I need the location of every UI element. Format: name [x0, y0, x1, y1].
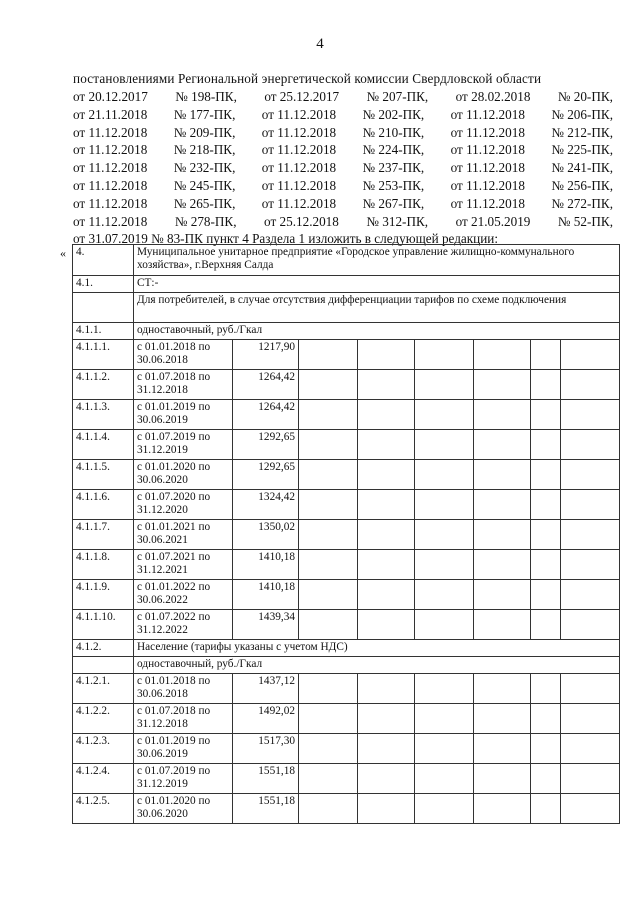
- tariff-value: 1410,18: [233, 550, 299, 580]
- tariff-value: 1264,42: [233, 370, 299, 400]
- tariff-row: [73, 400, 620, 430]
- resolution-date: от 21.11.2018: [73, 106, 148, 122]
- empty-cell: [358, 794, 415, 824]
- empty-cell: [415, 704, 474, 734]
- resolution-date: от 11.12.2018: [73, 213, 148, 229]
- empty-cell: [415, 400, 474, 430]
- empty-cell: [299, 400, 358, 430]
- row-number: 4.1.1.6.: [73, 490, 134, 520]
- empty-cell: [531, 340, 561, 370]
- period-cell: с 01.01.2018 по 30.06.2018: [134, 674, 233, 704]
- empty-cell: [299, 610, 358, 640]
- empty-cell: [531, 400, 561, 430]
- empty-cell: [73, 657, 134, 674]
- table-row: [73, 657, 620, 674]
- row-number: 4.1.1.4.: [73, 430, 134, 460]
- empty-cell: [299, 460, 358, 490]
- empty-cell: [474, 400, 531, 430]
- resolution-number: № 312-ПК,: [366, 213, 429, 229]
- empty-cell: [415, 610, 474, 640]
- period-cell: с 01.07.2018 по 31.12.2018: [134, 704, 233, 734]
- resolution-number: № 237-ПК,: [362, 160, 425, 176]
- resolution-date: от 11.12.2018: [450, 142, 525, 158]
- empty-cell: [561, 580, 620, 610]
- intro-date-line: [73, 124, 613, 142]
- empty-cell: [358, 340, 415, 370]
- resolution-date: от 11.12.2018: [261, 195, 337, 211]
- org-name: Муниципальное унитарное предприятие «Городское управление жилищно-коммунального хозяйства», г.Верхняя Салда: [134, 245, 620, 276]
- period-cell: с 01.01.2019 по 30.06.2019: [134, 734, 233, 764]
- resolution-number: № 210-ПК,: [362, 124, 425, 140]
- empty-cell: [358, 430, 415, 460]
- intro-first-line: постановлениями Региональной энергетической комиссии Свердловской области: [73, 71, 542, 86]
- empty-cell: [531, 734, 561, 764]
- resolution-date: от 20.12.2017: [73, 89, 148, 104]
- period-cell: с 01.01.2020 по 30.06.2020: [134, 460, 233, 490]
- empty-cell: [531, 430, 561, 460]
- empty-cell: [474, 764, 531, 794]
- tariff-value: 1437,12: [233, 674, 299, 704]
- empty-cell: [415, 794, 474, 824]
- row-number: 4.1.1.5.: [73, 460, 134, 490]
- period-cell: с 01.07.2019 по 31.12.2019: [134, 430, 233, 460]
- tariff-value: 1551,18: [233, 764, 299, 794]
- empty-cell: [531, 704, 561, 734]
- intro-last-line: от 31.07.2019 № 83-ПК пункт 4 Раздела 1 изложить в следующей редакции:: [73, 231, 499, 246]
- population-label: Население (тарифы указаны с учетом НДС): [134, 640, 620, 657]
- empty-cell: [474, 520, 531, 550]
- row-number: 4.1.2.2.: [73, 704, 134, 734]
- empty-cell: [531, 610, 561, 640]
- resolution-number: № 198-ПК,: [175, 89, 237, 104]
- resolution-number: № 207-ПК,: [366, 89, 429, 104]
- empty-cell: [415, 490, 474, 520]
- tariff-value: 1292,65: [233, 460, 299, 490]
- period-cell: с 01.01.2021 по 30.06.2021: [134, 520, 233, 550]
- empty-cell: [474, 340, 531, 370]
- empty-cell: [474, 734, 531, 764]
- resolution-date: от 11.12.2018: [261, 160, 337, 176]
- empty-cell: [299, 490, 358, 520]
- empty-cell: [531, 460, 561, 490]
- intro-date-line: [73, 159, 613, 177]
- empty-cell: [561, 490, 620, 520]
- intro-date-line: [73, 195, 613, 213]
- empty-cell: [358, 734, 415, 764]
- resolution-number: № 225-ПК,: [551, 142, 613, 158]
- resolution-number: № 256-ПК,: [551, 178, 613, 193]
- table-row: [73, 640, 620, 657]
- tariff-value: 1551,18: [233, 794, 299, 824]
- empty-cell: [561, 674, 620, 704]
- empty-cell: [474, 550, 531, 580]
- empty-cell: [561, 550, 620, 580]
- empty-cell: [299, 704, 358, 734]
- tariff-row: [73, 340, 620, 370]
- resolution-date: от 11.12.2018: [73, 178, 148, 193]
- row-number: 4.1.1.3.: [73, 400, 134, 430]
- empty-cell: [474, 704, 531, 734]
- section-label: СТ:-: [134, 276, 620, 293]
- empty-cell: [299, 674, 358, 704]
- period-cell: с 01.01.2019 по 30.06.2019: [134, 400, 233, 430]
- resolution-number: № 209-ПК,: [173, 124, 236, 140]
- tariff-row: [73, 520, 620, 550]
- table-row: [73, 245, 620, 276]
- intro-date-line: [73, 213, 613, 231]
- resolution-date: от 11.12.2018: [450, 195, 525, 211]
- resolution-number: № 20-ПК,: [557, 89, 613, 104]
- resolution-date: от 25.12.2017: [264, 89, 340, 104]
- page-number: 4: [316, 36, 324, 52]
- resolution-number: № 206-ПК,: [551, 106, 613, 122]
- tariff-value: 1350,02: [233, 520, 299, 550]
- period-cell: с 01.01.2022 по 30.06.2022: [134, 580, 233, 610]
- intro-date-line: [73, 88, 613, 106]
- empty-cell: [531, 550, 561, 580]
- empty-cell: [415, 764, 474, 794]
- table-row: [73, 323, 620, 340]
- resolution-date: от 11.12.2018: [261, 124, 337, 140]
- empty-cell: [531, 370, 561, 400]
- row-number: 4.1.2.4.: [73, 764, 134, 794]
- resolution-number: № 224-ПК,: [362, 142, 425, 158]
- empty-cell: [415, 520, 474, 550]
- row-number: 4.1.1.1.: [73, 340, 134, 370]
- period-cell: с 01.07.2018 по 31.12.2018: [134, 370, 233, 400]
- empty-cell: [299, 734, 358, 764]
- intro-date-line: [73, 106, 613, 124]
- empty-cell: [474, 460, 531, 490]
- empty-cell: [415, 430, 474, 460]
- empty-cell: [358, 674, 415, 704]
- empty-cell: [474, 430, 531, 460]
- empty-cell: [358, 460, 415, 490]
- table-row: [73, 276, 620, 293]
- empty-cell: [299, 764, 358, 794]
- empty-cell: [299, 550, 358, 580]
- tariff-row: [73, 490, 620, 520]
- consumers-label: Для потребителей, в случае отсутствия дифференциации тарифов по схеме подключения: [134, 293, 620, 323]
- empty-cell: [474, 580, 531, 610]
- resolution-date: от 11.12.2018: [73, 195, 148, 211]
- empty-cell: [73, 293, 134, 323]
- resolution-number: № 267-ПК,: [362, 195, 425, 211]
- intro-date-line: [73, 177, 613, 195]
- empty-cell: [358, 400, 415, 430]
- resolution-number: № 212-ПК,: [551, 124, 613, 140]
- empty-cell: [561, 610, 620, 640]
- empty-cell: [415, 550, 474, 580]
- empty-cell: [299, 340, 358, 370]
- empty-cell: [358, 490, 415, 520]
- empty-cell: [561, 520, 620, 550]
- period-cell: с 01.01.2018 по 30.06.2018: [134, 340, 233, 370]
- tariff-row: [73, 674, 620, 704]
- resolution-number: № 272-ПК,: [551, 195, 613, 211]
- empty-cell: [474, 610, 531, 640]
- resolution-number: № 278-ПК,: [174, 213, 237, 229]
- empty-cell: [561, 370, 620, 400]
- empty-cell: [531, 764, 561, 794]
- empty-cell: [474, 370, 531, 400]
- empty-cell: [561, 734, 620, 764]
- resolution-date: от 11.12.2018: [73, 160, 148, 176]
- resolution-date: от 11.12.2018: [450, 160, 525, 176]
- resolution-date: от 11.12.2018: [73, 142, 148, 158]
- tariff-row: [73, 370, 620, 400]
- tariff-row: [73, 734, 620, 764]
- resolution-date: от 11.12.2018: [261, 142, 337, 158]
- table-row: [73, 293, 620, 323]
- empty-cell: [531, 490, 561, 520]
- empty-cell: [299, 520, 358, 550]
- resolution-number: № 245-ПК,: [173, 178, 236, 193]
- tariff-row: [73, 764, 620, 794]
- empty-cell: [474, 674, 531, 704]
- tariff-value: 1292,65: [233, 430, 299, 460]
- resolution-number: № 232-ПК,: [173, 160, 236, 176]
- tariff-value: 1492,02: [233, 704, 299, 734]
- tariff-value: 1264,42: [233, 400, 299, 430]
- tariff-row: [73, 430, 620, 460]
- rate1-label: одноставочный, руб./Гкал: [134, 323, 620, 340]
- row-number: 4.1.1.9.: [73, 580, 134, 610]
- tariff-value: 1324,42: [233, 490, 299, 520]
- period-cell: с 01.07.2019 по 31.12.2019: [134, 764, 233, 794]
- resolution-date: от 21.05.2019: [455, 213, 531, 229]
- empty-cell: [561, 764, 620, 794]
- empty-cell: [531, 580, 561, 610]
- empty-cell: [474, 490, 531, 520]
- resolution-number: № 52-ПК,: [557, 213, 613, 229]
- row-number: 4.1.1.10.: [73, 610, 134, 640]
- resolution-date: от 11.12.2018: [261, 106, 337, 122]
- empty-cell: [415, 674, 474, 704]
- rate2-label: одноставочный, руб./Гкал: [134, 657, 620, 674]
- empty-cell: [415, 340, 474, 370]
- tariff-value: 1410,18: [233, 580, 299, 610]
- population-number: 4.1.2.: [73, 640, 134, 657]
- empty-cell: [561, 430, 620, 460]
- empty-cell: [358, 520, 415, 550]
- resolution-date: от 11.12.2018: [73, 124, 148, 140]
- tariff-table: [72, 244, 620, 824]
- tariff-row: [73, 460, 620, 490]
- org-number: 4.: [73, 245, 134, 276]
- tariff-value: 1517,30: [233, 734, 299, 764]
- empty-cell: [561, 794, 620, 824]
- empty-cell: [561, 400, 620, 430]
- resolution-date: от 28.02.2018: [455, 89, 531, 104]
- empty-cell: [358, 610, 415, 640]
- resolution-number: № 218-ПК,: [173, 142, 236, 158]
- row-number: 4.1.2.3.: [73, 734, 134, 764]
- empty-cell: [474, 794, 531, 824]
- resolution-date: от 11.12.2018: [261, 178, 337, 193]
- rate1-number: 4.1.1.: [73, 323, 134, 340]
- empty-cell: [299, 794, 358, 824]
- tariff-value: 1439,34: [233, 610, 299, 640]
- resolution-number: № 253-ПК,: [362, 178, 425, 193]
- row-number: 4.1.1.7.: [73, 520, 134, 550]
- empty-cell: [358, 704, 415, 734]
- row-number: 4.1.2.1.: [73, 674, 134, 704]
- resolution-date: от 11.12.2018: [450, 106, 525, 122]
- period-cell: с 01.07.2020 по 31.12.2020: [134, 490, 233, 520]
- tariff-row: [73, 794, 620, 824]
- period-cell: с 01.07.2021 по 31.12.2021: [134, 550, 233, 580]
- row-number: 4.1.2.5.: [73, 794, 134, 824]
- resolution-date: от 11.12.2018: [450, 124, 525, 140]
- empty-cell: [299, 430, 358, 460]
- period-cell: с 01.01.2020 по 30.06.2020: [134, 794, 233, 824]
- empty-cell: [358, 580, 415, 610]
- resolution-number: № 265-ПК,: [173, 195, 236, 211]
- tariff-row: [73, 610, 620, 640]
- empty-cell: [561, 460, 620, 490]
- empty-cell: [299, 580, 358, 610]
- resolution-date: от 11.12.2018: [450, 178, 525, 193]
- resolution-number: № 241-ПК,: [551, 160, 613, 176]
- empty-cell: [561, 704, 620, 734]
- empty-cell: [531, 794, 561, 824]
- tariff-row: [73, 704, 620, 734]
- resolution-number: № 202-ПК,: [362, 106, 425, 122]
- empty-cell: [415, 370, 474, 400]
- empty-cell: [531, 674, 561, 704]
- intro-date-line: [73, 141, 613, 159]
- opening-quote: «: [60, 246, 66, 260]
- empty-cell: [358, 550, 415, 580]
- empty-cell: [415, 460, 474, 490]
- tariff-row: [73, 580, 620, 610]
- section-number: 4.1.: [73, 276, 134, 293]
- empty-cell: [299, 370, 358, 400]
- empty-cell: [415, 734, 474, 764]
- empty-cell: [531, 520, 561, 550]
- empty-cell: [415, 580, 474, 610]
- resolution-number: № 177-ПК,: [173, 106, 236, 122]
- empty-cell: [561, 340, 620, 370]
- tariff-value: 1217,90: [233, 340, 299, 370]
- empty-cell: [358, 370, 415, 400]
- resolution-date: от 25.12.2018: [264, 213, 339, 229]
- tariff-row: [73, 550, 620, 580]
- period-cell: с 01.07.2022 по 31.12.2022: [134, 610, 233, 640]
- empty-cell: [358, 764, 415, 794]
- row-number: 4.1.1.8.: [73, 550, 134, 580]
- row-number: 4.1.1.2.: [73, 370, 134, 400]
